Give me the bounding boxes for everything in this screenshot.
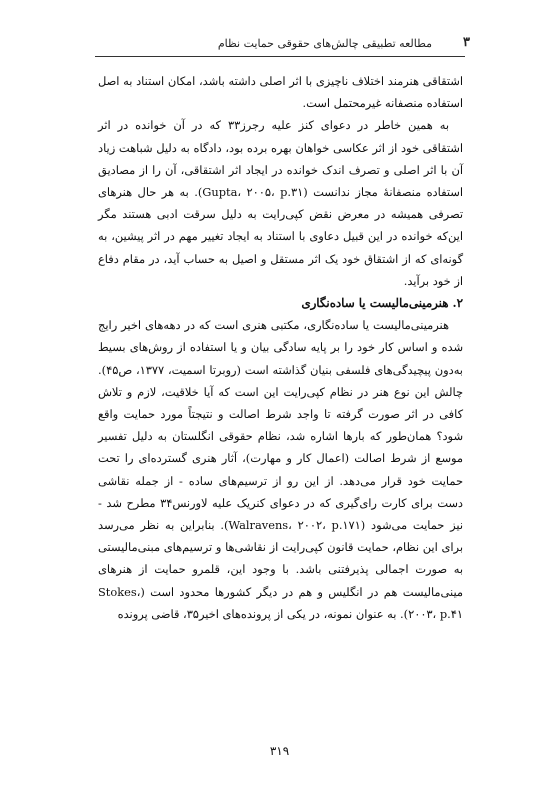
paragraph-2: به همین خاطر در دعوای کنز علیه رجرز۳۳ که در آن خوانده در اثر اشتقاقی خود از اثر عکاسی خواهان بهره برده بود، دادگاه به دلیل شباهت زیاد آن با اثر اصلی و تصرف اندک خوانده در ایجاد اثر اشتقاقی، آن را از مصادیق استفاده منصفانهٔ مجاز ندانست (Gupta، ۲۰۰۵، p.۳۱). به هر حال هنرهای تصرفی همیشه در معرض نقض کپی‌رایت به دلیل سرقت ادبی هستند مگر این‌که خوانده در این قبیل دعاوی با استناد به ایجاد تغییر مهم در اثر پیشین، به گونه‌ای که از اشتقاق خود یک اثر مستقل و اصیل به حساب آید، در مقام دفاع از خود برآید. [98,118,463,288]
paragraph-1: اشتقاقی هنرمند اختلاف ناچیزی با اثر اصلی داشته باشد، امکان استناد به اصل استفاده منصفانه غیرمحتمل است. [98,74,463,111]
body-text [98,70,463,625]
page-number: ۳۱۹ [269,744,290,758]
running-header [100,34,470,52]
paragraph-3: هنرمینی‌مالیست یا ساده‌نگاری، مکتبی هنری است که در دهه‌های اخیر رایج شده و اساس کار خود را بر پایه سادگی بیان و یا استفاده از روش‌های بسیط به‌دون پیچیدگی‌های فلسفی بنیان گذاشته است (روبرتا اسمیت، ۱۳۷۷، ص۴۵). چالش این نوع هنر در نظام کپی‌رایت این است که آیا خلاقیت، لازم و تلاش کافی در اثر صورت گرفته تا واجد شرط اصالت و نتیجتاً مورد حمایت واقع شود؟ همان‌طور که بارها اشاره شد، نظام حقوقی انگلستان به دلیل تفسیر موسع از شرط اصالت (اعمال کار و مهارت)، آثار هنری گسترده‌ای را تحت حمایت خود قرار می‌دهد. از این رو از ترسیم‌های ساده - از جمله نقاشی دست برای کارت رای‌گیری که در دعوای کنریک علیه لاورنس۳۴ مطرح شد - نیز حمایت می‌شود (Walravens، ۲۰۰۲، p.۱۷۱). بنابراین به نظر می‌رسد برای این نظام، حمایت قانون کپی‌رایت از نقاشی‌ها و ترسیم‌های مبنی‌مالیستی به صورت اجمالی پذیرفتنی باشد. با وجود این، قلمرو حمایت از هنرهای مینی‌مالیست هم در انگلیس و هم در دیگر کشورها محدود است (Stokes، ۲۰۰۳، p.۴۱). به عنوان نمونه، در یکی از پرونده‌های اخیر۳۵، قاضی پرونده [98,318,464,621]
header-page-mark: ۳ [463,35,470,50]
header-title: مطالعه تطبیقی چالش‌های حقوقی حمایت نظام [217,37,432,50]
header-rule [95,56,465,57]
section-heading: ۲. هنرمینی‌مالیست یا ساده‌نگاری [301,296,463,311]
